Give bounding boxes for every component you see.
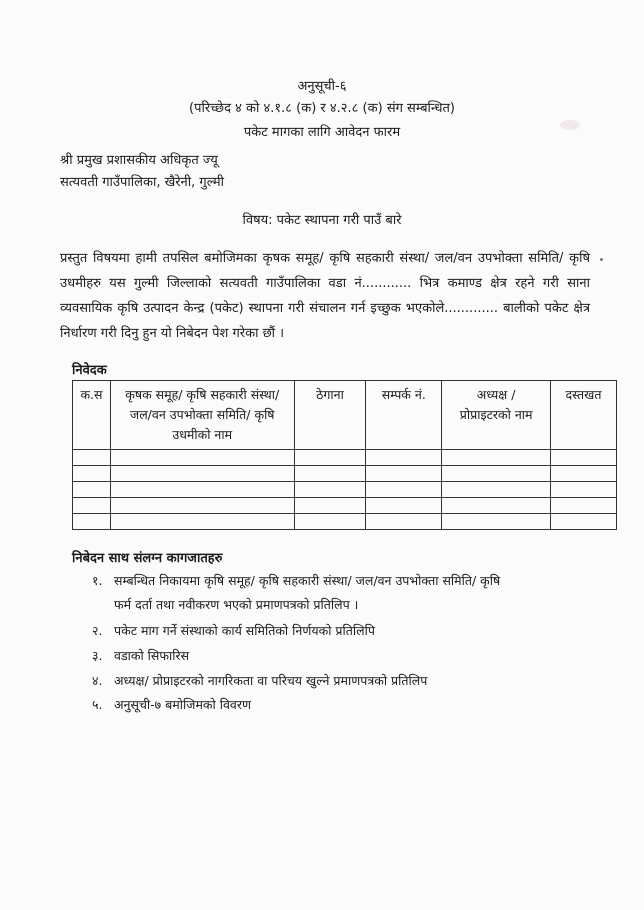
table-row	[73, 466, 617, 482]
subject-line: विषय: पकेट स्थापना गरी पाउँ बारे	[242, 213, 402, 228]
table-cell[interactable]	[73, 466, 111, 482]
table-row	[73, 450, 617, 466]
table-row	[73, 498, 617, 514]
table-cell[interactable]	[294, 498, 366, 514]
list-item-text: पकेट माग गर्ने संस्थाको कार्य समितिको निर्णयको प्रतिलिपि	[114, 623, 375, 638]
annex-heading: अनुसूची-६	[297, 79, 347, 94]
table-cell[interactable]	[551, 450, 617, 466]
applicant-label: निवेदक	[72, 363, 107, 378]
table-cell[interactable]	[366, 482, 442, 498]
table-cell[interactable]	[294, 514, 366, 530]
table-cell[interactable]	[110, 514, 294, 530]
col-signature: दस्तखत	[551, 381, 617, 450]
list-item-text: वडाको सिफारिस	[114, 648, 190, 663]
list-item-text-cont: फर्म दर्ता तथा नवीकरण भएको प्रमाणपत्रको प्रतिलिप ।	[114, 597, 359, 612]
table-cell[interactable]	[442, 514, 551, 530]
col-chairperson: अध्यक्ष / प्रोप्राइटरको नाम	[442, 381, 551, 450]
table-row	[73, 482, 617, 498]
list-item-text: अध्यक्ष/ प्रोप्राइटरको नागरिकता वा परिचय खुल्ने प्रमाणपत्रको प्रतिलिप	[114, 673, 428, 688]
col-contact: सम्पर्क नं.	[366, 381, 442, 450]
list-item-number: १.	[92, 573, 103, 588]
table-cell[interactable]	[110, 482, 294, 498]
list-item	[92, 572, 500, 589]
list-item	[92, 672, 427, 689]
table-cell[interactable]	[551, 498, 617, 514]
list-item-number: ५.	[92, 697, 103, 712]
table-cell[interactable]	[110, 498, 294, 514]
table-cell[interactable]	[366, 514, 442, 530]
addressee-line-2: सत्यवती गाउँपालिका, खैरेनी, गुल्मी	[60, 175, 224, 190]
col-org-name: कृषक समूह/ कृषि सहकारी संस्था/ जल/वन उपभोक्ता समिति/ कृषि उधमीको नाम	[110, 381, 294, 450]
table-cell[interactable]	[110, 466, 294, 482]
list-item-text: सम्बन्धित निकायमा कृषि समूह/ कृषि सहकारी संस्था/ जल/वन उपभोक्ता समिति/ कृषि	[114, 573, 501, 588]
stray-dot	[600, 258, 603, 261]
body-paragraph	[60, 246, 590, 346]
table-cell[interactable]	[442, 466, 551, 482]
table-cell[interactable]	[73, 498, 111, 514]
table-cell[interactable]	[366, 450, 442, 466]
list-item-text: अनुसूची-७ बमोजिमको विवरण	[114, 697, 252, 712]
list-item-number: २.	[92, 623, 103, 638]
list-item-continuation	[92, 596, 358, 613]
table-cell[interactable]	[366, 466, 442, 482]
list-item-number: ३.	[92, 648, 103, 663]
table-cell[interactable]	[551, 482, 617, 498]
list-item	[92, 622, 375, 639]
form-title: पकेट मागका लागि आवेदन फारम	[243, 125, 401, 140]
reference-line: (परिच्छेद ४ को ४.१.८ (क) र ४.२.८ (क) संग सम्बन्धित)	[189, 101, 455, 116]
body-text: प्रस्तुत विषयमा हामी तपसिल बमोजिमका कृषक समूह/ कृषि सहकारी संस्था/ जल/वन उपभोक्ता समिति/ कृषि उधमीहरु यस गुल्मी जिल्लाको सत्यवती गाउँपालिका वडा नं............ भित्र कमाण्ड क्षेत्र रहने गरी साना व्यवसायिक कृषि उत्पादन केन्द्र (पकेट) स्थापना गरी संचालन गर्न इच्छुक भएकोले............. बालीको पकेट क्षेत्र निर्धारण गरी दिनु हुन यो निबेदन पेश गरेका छौं ।	[60, 251, 590, 341]
addressee-line-1: श्री प्रमुख प्रशासकीय अधिकृत ज्यू	[60, 153, 218, 168]
table-cell[interactable]	[551, 466, 617, 482]
table-cell[interactable]	[442, 450, 551, 466]
attachments-label: निबेदन साथ संलग्न कागजातहरु	[72, 551, 223, 566]
table-cell[interactable]	[110, 450, 294, 466]
table-cell[interactable]	[294, 482, 366, 498]
table-cell[interactable]	[73, 450, 111, 466]
list-item	[92, 647, 189, 664]
table-cell[interactable]	[73, 514, 111, 530]
table-header-row	[73, 381, 617, 450]
table-cell[interactable]	[73, 482, 111, 498]
table-cell[interactable]	[294, 466, 366, 482]
table-cell[interactable]	[366, 498, 442, 514]
table-cell[interactable]	[551, 514, 617, 530]
table-row	[73, 514, 617, 530]
applicant-table	[72, 380, 617, 530]
table-cell[interactable]	[294, 450, 366, 466]
table-cell[interactable]	[442, 498, 551, 514]
list-item-number: ४.	[92, 673, 103, 688]
table-cell[interactable]	[442, 482, 551, 498]
col-serial: क.स	[73, 381, 111, 450]
list-item	[92, 696, 251, 713]
col-address: ठेगाना	[294, 381, 366, 450]
